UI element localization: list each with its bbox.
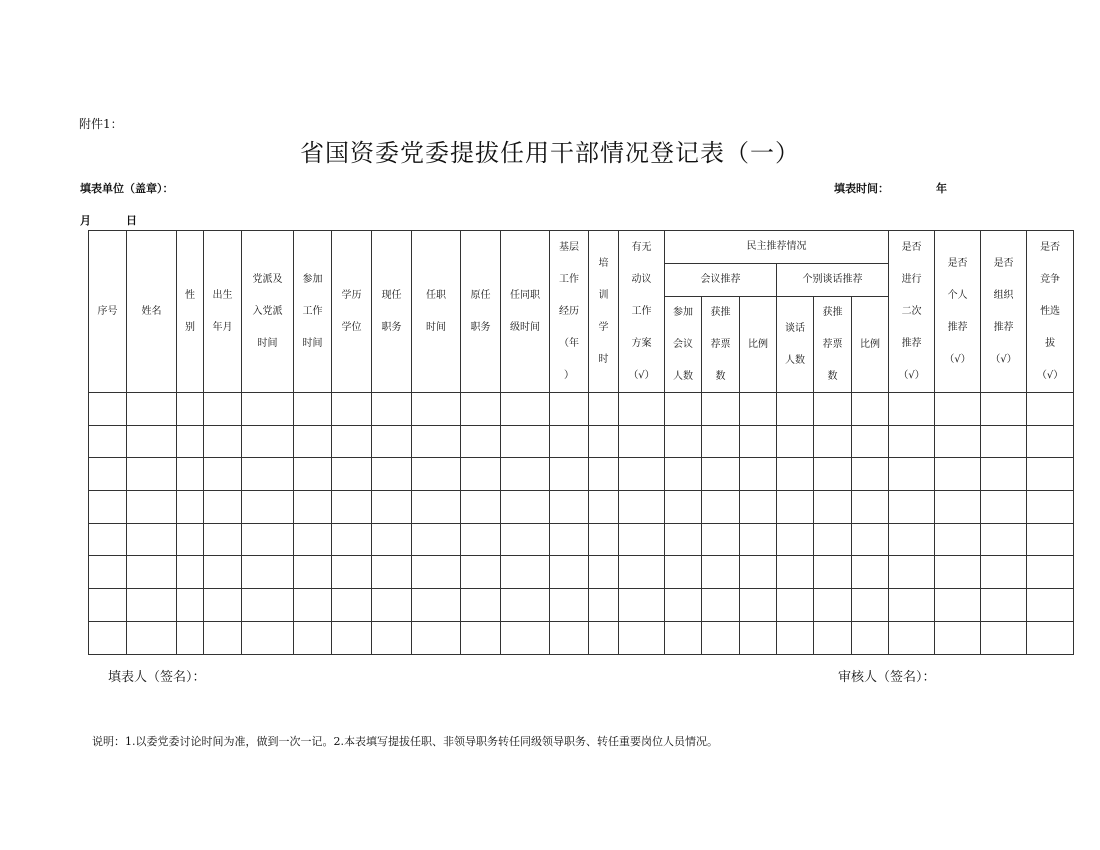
table-cell[interactable]: [242, 556, 294, 589]
table-cell[interactable]: [550, 621, 589, 654]
table-cell[interactable]: [740, 393, 777, 426]
header-personal-rec: 是否 个人 推荐 （√）: [935, 231, 981, 393]
header-grassroots: 基层 工作 经历 （年 ）: [550, 231, 589, 393]
table-cell[interactable]: [935, 425, 981, 458]
fill-time-label: 填表时间：: [834, 182, 889, 195]
table-cell[interactable]: [589, 556, 619, 589]
table-cell[interactable]: [619, 589, 665, 622]
table-row: [89, 425, 1074, 458]
table-cell[interactable]: [852, 393, 889, 426]
footnote: 说明：1.以委党委讨论时间为准，做到一次一记。2.本表填写提拔任职、非领导职务转任同级领导职务、转任重要岗位人员情况。: [92, 735, 718, 748]
table-cell[interactable]: [702, 458, 740, 491]
table-cell[interactable]: [550, 556, 589, 589]
header-gender: 性 别: [177, 231, 204, 393]
table-cell[interactable]: [981, 621, 1027, 654]
table-row: [89, 523, 1074, 556]
table-cell[interactable]: [177, 621, 204, 654]
table-cell[interactable]: [550, 393, 589, 426]
table-cell[interactable]: [777, 393, 814, 426]
table-cell[interactable]: [702, 393, 740, 426]
header-party: 党派及 入党派 时间: [242, 231, 294, 393]
table-cell[interactable]: [127, 425, 177, 458]
table-cell[interactable]: [412, 458, 461, 491]
table-cell[interactable]: [852, 621, 889, 654]
registration-table: [88, 230, 1074, 655]
table-cell[interactable]: [461, 556, 501, 589]
table-cell[interactable]: [935, 523, 981, 556]
table-cell[interactable]: [1027, 425, 1074, 458]
table-cell[interactable]: [332, 523, 372, 556]
table-cell[interactable]: [332, 621, 372, 654]
day-label: 日: [126, 214, 137, 227]
table-cell[interactable]: [177, 523, 204, 556]
table-cell[interactable]: [332, 556, 372, 589]
table-cell[interactable]: [935, 556, 981, 589]
table-row: [89, 491, 1074, 524]
table-cell[interactable]: [740, 523, 777, 556]
table-cell[interactable]: [412, 523, 461, 556]
table-cell[interactable]: [501, 589, 550, 622]
table-cell[interactable]: [619, 621, 665, 654]
table-cell[interactable]: [242, 523, 294, 556]
table-cell[interactable]: [589, 491, 619, 524]
table-body: [89, 393, 1074, 655]
header-competitive: 是否 竞争 性选 拔 （√）: [1027, 231, 1074, 393]
table-cell[interactable]: [204, 523, 242, 556]
table-cell[interactable]: [550, 523, 589, 556]
table-cell[interactable]: [177, 393, 204, 426]
table-cell[interactable]: [740, 491, 777, 524]
table-cell[interactable]: [204, 491, 242, 524]
table-cell[interactable]: [412, 556, 461, 589]
header-same-level-time: 任同职 级时间: [501, 231, 550, 393]
table-cell[interactable]: [589, 393, 619, 426]
month-label: 月: [80, 214, 91, 227]
table-cell[interactable]: [242, 425, 294, 458]
table-cell[interactable]: [981, 393, 1027, 426]
table-cell[interactable]: [204, 425, 242, 458]
page-title: 省国资委党委提拔任用干部情况登记表（一）: [300, 139, 800, 167]
table-cell[interactable]: [461, 425, 501, 458]
table-cell[interactable]: [242, 589, 294, 622]
table-cell[interactable]: [814, 393, 852, 426]
header-name: 姓名: [127, 231, 177, 393]
table-cell[interactable]: [935, 491, 981, 524]
table-cell[interactable]: [204, 458, 242, 491]
table-cell[interactable]: [294, 621, 332, 654]
table-cell[interactable]: [619, 523, 665, 556]
table-cell[interactable]: [665, 393, 702, 426]
table-cell[interactable]: [242, 491, 294, 524]
table-cell[interactable]: [1027, 556, 1074, 589]
table-cell[interactable]: [204, 393, 242, 426]
table-cell[interactable]: [461, 621, 501, 654]
table-cell[interactable]: [589, 523, 619, 556]
table-cell[interactable]: [177, 458, 204, 491]
table-cell[interactable]: [702, 523, 740, 556]
table-cell[interactable]: [777, 458, 814, 491]
table-row: [89, 393, 1074, 426]
table-row: [89, 589, 1074, 622]
table-cell[interactable]: [740, 621, 777, 654]
table-cell[interactable]: [619, 556, 665, 589]
table-cell[interactable]: [981, 589, 1027, 622]
table-cell[interactable]: [294, 491, 332, 524]
header-education: 学历 学位: [332, 231, 372, 393]
table-cell[interactable]: [372, 621, 412, 654]
table-cell[interactable]: [589, 458, 619, 491]
table-cell[interactable]: [89, 393, 127, 426]
table-cell[interactable]: [372, 589, 412, 622]
table-cell[interactable]: [935, 589, 981, 622]
header-meeting-votes: 获推 荐票 数: [702, 297, 740, 393]
table-cell[interactable]: [889, 523, 935, 556]
table-cell[interactable]: [814, 523, 852, 556]
table-row: [89, 556, 1074, 589]
table-cell[interactable]: [550, 458, 589, 491]
table-cell[interactable]: [89, 523, 127, 556]
table-cell[interactable]: [777, 621, 814, 654]
table-cell[interactable]: [740, 556, 777, 589]
table-cell[interactable]: [127, 556, 177, 589]
header-talk-ratio: 比例: [852, 297, 889, 393]
table-cell[interactable]: [501, 393, 550, 426]
table-cell[interactable]: [777, 589, 814, 622]
header-birth: 出生 年月: [204, 231, 242, 393]
table-cell[interactable]: [177, 589, 204, 622]
filler-signature-label: 填表人（签名）：: [108, 670, 206, 685]
table-cell[interactable]: [501, 621, 550, 654]
table-cell[interactable]: [204, 556, 242, 589]
table-cell[interactable]: [501, 425, 550, 458]
table-cell[interactable]: [372, 425, 412, 458]
table-cell[interactable]: [889, 556, 935, 589]
table-cell[interactable]: [981, 491, 1027, 524]
table-cell[interactable]: [740, 458, 777, 491]
table-cell[interactable]: [177, 491, 204, 524]
table-cell[interactable]: [777, 491, 814, 524]
table-cell[interactable]: [127, 589, 177, 622]
table-cell[interactable]: [814, 621, 852, 654]
header-talk-rec: 个别谈话推荐: [777, 264, 889, 297]
table-cell[interactable]: [412, 491, 461, 524]
header-org-rec: 是否 组织 推荐 （√）: [981, 231, 1027, 393]
table-cell[interactable]: [89, 556, 127, 589]
table-cell[interactable]: [665, 425, 702, 458]
table-cell[interactable]: [127, 523, 177, 556]
table-cell[interactable]: [889, 393, 935, 426]
table-cell[interactable]: [740, 589, 777, 622]
table-cell[interactable]: [665, 589, 702, 622]
table-cell[interactable]: [589, 425, 619, 458]
header-democratic: 民主推荐情况: [665, 231, 889, 264]
table-cell[interactable]: [372, 523, 412, 556]
table-cell[interactable]: [702, 491, 740, 524]
table-cell[interactable]: [589, 589, 619, 622]
table-cell[interactable]: [89, 621, 127, 654]
header-former-post: 原任 职务: [461, 231, 501, 393]
table-cell[interactable]: [852, 491, 889, 524]
fill-unit-label: 填表单位（盖章）：: [80, 182, 174, 195]
header-talk-people: 谈话 人数: [777, 297, 814, 393]
table-cell[interactable]: [550, 425, 589, 458]
table-cell[interactable]: [372, 556, 412, 589]
table-cell[interactable]: [702, 621, 740, 654]
table-cell[interactable]: [935, 393, 981, 426]
table-cell[interactable]: [372, 458, 412, 491]
table-cell[interactable]: [619, 393, 665, 426]
table-cell[interactable]: [1027, 621, 1074, 654]
table-row: [89, 458, 1074, 491]
table-cell[interactable]: [981, 458, 1027, 491]
table-cell[interactable]: [501, 556, 550, 589]
table-cell[interactable]: [889, 589, 935, 622]
table-cell[interactable]: [665, 556, 702, 589]
table-cell[interactable]: [294, 458, 332, 491]
table-cell[interactable]: [1027, 523, 1074, 556]
table-cell[interactable]: [852, 458, 889, 491]
table-cell[interactable]: [294, 556, 332, 589]
table-cell[interactable]: [889, 491, 935, 524]
table-cell[interactable]: [619, 425, 665, 458]
table-cell[interactable]: [89, 589, 127, 622]
table-cell[interactable]: [852, 523, 889, 556]
table-cell[interactable]: [332, 589, 372, 622]
header-meeting-ratio: 比例: [740, 297, 777, 393]
header-training: 培 训 学 时: [589, 231, 619, 393]
table-cell[interactable]: [332, 491, 372, 524]
table-cell[interactable]: [777, 556, 814, 589]
table-cell[interactable]: [461, 491, 501, 524]
table-cell[interactable]: [981, 523, 1027, 556]
table-cell[interactable]: [852, 556, 889, 589]
table-cell[interactable]: [332, 458, 372, 491]
table-cell[interactable]: [127, 458, 177, 491]
table-cell[interactable]: [889, 458, 935, 491]
table-cell[interactable]: [1027, 393, 1074, 426]
table-cell[interactable]: [242, 393, 294, 426]
table-cell[interactable]: [294, 523, 332, 556]
table-cell[interactable]: [412, 393, 461, 426]
header-appoint-time: 任职 时间: [412, 231, 461, 393]
table-cell[interactable]: [702, 589, 740, 622]
table-cell[interactable]: [1027, 491, 1074, 524]
table-cell[interactable]: [294, 589, 332, 622]
table-cell[interactable]: [127, 491, 177, 524]
table-cell[interactable]: [332, 425, 372, 458]
table-cell[interactable]: [665, 458, 702, 491]
table-cell[interactable]: [177, 556, 204, 589]
table-cell[interactable]: [550, 491, 589, 524]
table-cell[interactable]: [935, 621, 981, 654]
table-cell[interactable]: [889, 425, 935, 458]
header-meeting-rec: 会议推荐: [665, 264, 777, 297]
table-cell[interactable]: [777, 425, 814, 458]
table-cell[interactable]: [702, 425, 740, 458]
table-cell[interactable]: [1027, 458, 1074, 491]
table-cell[interactable]: [412, 621, 461, 654]
table-cell[interactable]: [412, 589, 461, 622]
table-cell[interactable]: [127, 621, 177, 654]
table-cell[interactable]: [852, 589, 889, 622]
table-cell[interactable]: [501, 491, 550, 524]
header-second-rec: 是否 进行 二次 推荐 （√）: [889, 231, 935, 393]
table-cell[interactable]: [665, 523, 702, 556]
year-label: 年: [936, 182, 947, 195]
table-cell[interactable]: [777, 523, 814, 556]
table-cell[interactable]: [242, 458, 294, 491]
table-cell[interactable]: [242, 621, 294, 654]
table-cell[interactable]: [372, 393, 412, 426]
header-current-post: 现任 职务: [372, 231, 412, 393]
table-cell[interactable]: [412, 425, 461, 458]
table-cell[interactable]: [665, 621, 702, 654]
table-cell[interactable]: [501, 458, 550, 491]
table-cell[interactable]: [89, 458, 127, 491]
reviewer-signature-label: 审核人（签名）：: [838, 670, 936, 685]
table-cell[interactable]: [294, 393, 332, 426]
table-cell[interactable]: [294, 425, 332, 458]
table-cell[interactable]: [204, 621, 242, 654]
table-row: [89, 621, 1074, 654]
table-cell[interactable]: [461, 523, 501, 556]
table-cell[interactable]: [177, 425, 204, 458]
table-cell[interactable]: [619, 458, 665, 491]
header-meeting-attend: 参加 会议 人数: [665, 297, 702, 393]
table-cell[interactable]: [461, 589, 501, 622]
attachment-label: 附件1：: [79, 117, 123, 131]
table-cell[interactable]: [814, 458, 852, 491]
table-cell[interactable]: [814, 589, 852, 622]
table-cell[interactable]: [89, 425, 127, 458]
table-cell[interactable]: [89, 491, 127, 524]
table-cell[interactable]: [332, 393, 372, 426]
table-cell[interactable]: [740, 425, 777, 458]
table-cell[interactable]: [501, 523, 550, 556]
table-cell[interactable]: [589, 621, 619, 654]
table-cell[interactable]: [889, 621, 935, 654]
table-cell[interactable]: [665, 491, 702, 524]
table-cell[interactable]: [702, 556, 740, 589]
table-cell[interactable]: [935, 458, 981, 491]
table-cell[interactable]: [852, 425, 889, 458]
table-cell[interactable]: [127, 393, 177, 426]
header-motion-plan: 有无 动议 工作 方案 （√）: [619, 231, 665, 393]
header-work-start: 参加 工作 时间: [294, 231, 332, 393]
table-cell[interactable]: [981, 556, 1027, 589]
table-cell[interactable]: [981, 425, 1027, 458]
table-cell[interactable]: [461, 393, 501, 426]
table-cell[interactable]: [619, 491, 665, 524]
header-talk-votes: 获推 荐票 数: [814, 297, 852, 393]
table-cell[interactable]: [814, 425, 852, 458]
table-cell[interactable]: [204, 589, 242, 622]
header-seq: 序号: [89, 231, 127, 393]
table-cell[interactable]: [1027, 589, 1074, 622]
table-cell[interactable]: [814, 556, 852, 589]
table-cell[interactable]: [461, 458, 501, 491]
table-cell[interactable]: [372, 491, 412, 524]
table-cell[interactable]: [550, 589, 589, 622]
table-cell[interactable]: [814, 491, 852, 524]
